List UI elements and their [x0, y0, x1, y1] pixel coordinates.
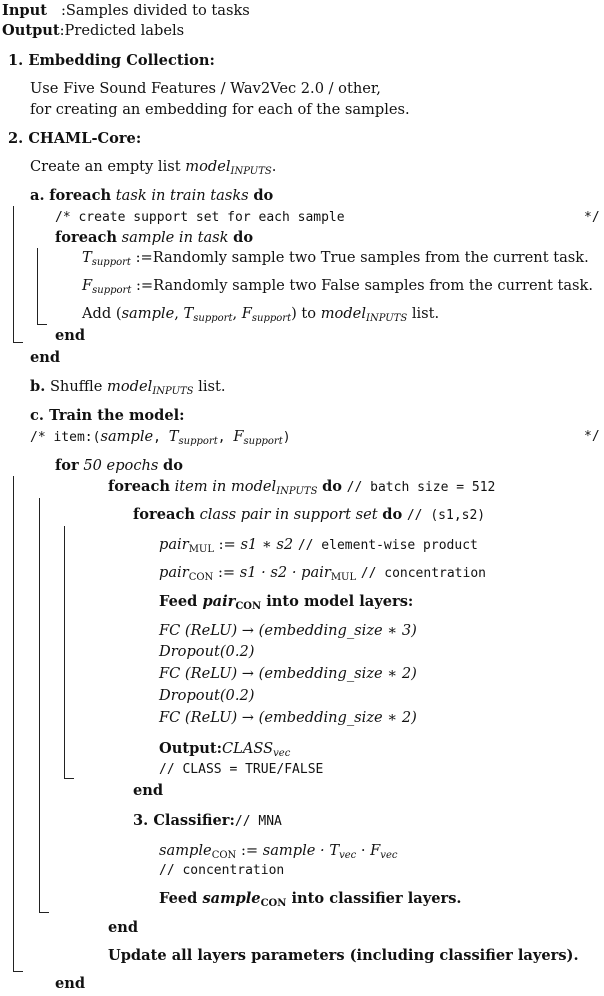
block-tick-pair — [64, 778, 74, 779]
input-sep: : — [61, 2, 66, 19]
add-to-list-line: Add (sample, $T_{support}$, $F_{support}$) to model$_{INPUTS}$ list. — [82, 305, 440, 324]
end-foreach-pair: end — [133, 782, 164, 799]
update-parameters-line: Update all layers parameters (including classifier layers). — [108, 947, 579, 964]
embedding-line-1: Use Five Sound Features / Wav2Vec 2.0 / other, — [30, 80, 381, 97]
pair-con-line: pair$_{CON}$ := s1 · s2 · pair$_{MUL}$ // concentration — [159, 564, 486, 583]
section-embedding-title: 1. Embedding Collection: — [8, 52, 215, 69]
dropout-2: Dropout(0.2) — [159, 687, 255, 704]
block-bar-item — [39, 498, 40, 912]
class-comment: // CLASS = TRUE/FALSE — [159, 762, 324, 777]
fc-layer-3: FC (ReLU) → (embedding_size ∗ 2) — [159, 709, 417, 726]
f-support-line: $F_{support}$ :=Randomly sample two False samples from the current task. — [82, 277, 594, 296]
fc-layer-1: FC (ReLU) → (embedding_size ∗ 3) — [159, 622, 417, 639]
feed-model-line: Feed pair$_{CON}$ into model layers: — [159, 593, 414, 612]
sample-con-line: sample$_{CON}$ := sample · $T_{vec} \cdot F_{vec}$ — [159, 842, 398, 861]
output-label: Output — [2, 22, 60, 39]
block-tick-a — [13, 342, 23, 343]
block-tick-item — [39, 912, 49, 913]
output-line — [2, 22, 184, 40]
end-foreach-item: end — [108, 919, 139, 936]
foreach-sample-line: foreach sample in task do — [55, 229, 254, 246]
support-set-comment: /* create support set for each sample — [55, 210, 345, 225]
output-sep: : — [59, 22, 65, 39]
t-support-line: $T_{support}$ :=Randomly sample two True samples from the current task. — [82, 249, 589, 268]
input-label: Input — [2, 2, 47, 19]
input-value: Samples divided to tasks — [65, 2, 250, 19]
step-c-train: c. Train the model: — [30, 407, 185, 424]
foreach-pair-line: foreach class pair in support set do // (s1,s2) — [133, 506, 486, 523]
classifier-title-line: 3. Classifier:// MNA — [133, 812, 282, 829]
create-list-line: Create an empty list model$_{INPUTS}$. — [30, 158, 277, 177]
end-for-epochs: end — [55, 975, 86, 992]
input-line — [2, 2, 250, 20]
block-bar-sample — [37, 248, 38, 324]
block-bar-a — [13, 206, 14, 342]
for-epochs-line: for 50 epochs do — [55, 457, 183, 474]
embedding-line-2: for creating an embedding for each of the samples. — [30, 101, 410, 118]
step-b-shuffle: b. Shuffle model$_{INPUTS}$ list. — [30, 378, 226, 397]
output-class-line: $Output:CLASS_{vec}$ — [159, 740, 291, 759]
item-comment: /* item:(sample, $T_{support}$, $F_{support}$) — [30, 428, 291, 447]
block-tick-sample — [37, 324, 47, 325]
concentration-comment: // concentration — [159, 863, 285, 878]
item-comment-close: */ — [584, 429, 600, 444]
dropout-1: Dropout(0.2) — [159, 643, 255, 660]
step-a-foreach-task: a. foreach task in train tasks do — [30, 187, 274, 204]
block-tick-epochs — [13, 971, 23, 972]
output-value: Predicted labels — [64, 22, 185, 39]
block-bar-epochs — [13, 476, 14, 971]
fc-layer-2: FC (ReLU) → (embedding_size ∗ 2) — [159, 665, 417, 682]
section-chaml-core-title: 2. CHAML-Core: — [8, 130, 142, 147]
pair-mul-line: pair$_{MUL}$ := s1 ∗ s2 // element-wise product — [159, 536, 478, 555]
end-foreach-task: end — [30, 349, 61, 366]
block-bar-pair — [64, 526, 65, 778]
end-foreach-sample: end — [55, 327, 86, 344]
foreach-item-line: foreach item in model$_{INPUTS}$ do // batch size = 512 — [108, 478, 496, 497]
feed-classifier-line: Feed sample$_{CON}$ into classifier layers. — [159, 890, 462, 909]
support-set-comment-close: */ — [584, 210, 600, 225]
